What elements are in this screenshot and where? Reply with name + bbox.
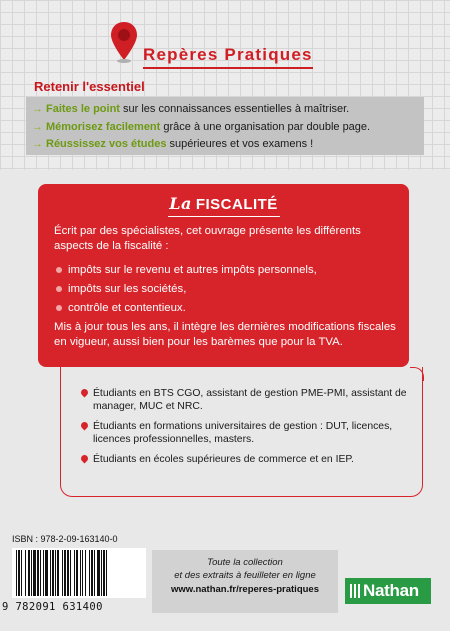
audience-item: [81, 420, 411, 446]
collection-line: Toute la collection: [207, 557, 283, 568]
map-pin-icon: [109, 20, 139, 64]
retain-item-text: grâce à une organisation par double page.: [160, 120, 371, 133]
book-title-article: La: [169, 194, 192, 213]
retain-item-text: supérieures et vos examens !: [166, 138, 314, 150]
barcode-icon: [12, 548, 146, 598]
retain-item: [32, 119, 424, 137]
drop-bullet-icon: [80, 388, 90, 398]
topic-item: [56, 280, 317, 299]
book-outro: Mis à jour tous les ans, il intègre les dernières modifications fiscales en vigueur, aussi bien pour les barèmes que pour la TVA.: [54, 321, 396, 348]
retain-item-highlight: Mémorisez facilement: [46, 120, 161, 133]
publisher-name: Nathan: [363, 581, 419, 600]
collection-line: et des extraits à feuilleter en ligne: [174, 570, 316, 581]
audience-box-corner: [410, 367, 424, 381]
bullet-icon: [56, 305, 62, 311]
book-title: [38, 194, 409, 217]
retain-item-text: sur les connaissances essentielles à maîtriser.: [119, 103, 350, 115]
topic-text: contrôle et contentieux.: [68, 302, 186, 314]
arrow-right-icon: →: [32, 138, 43, 150]
drop-bullet-icon: [80, 421, 90, 431]
arrow-right-icon: →: [32, 120, 43, 133]
series-title-text: Repères Pratiques: [143, 45, 313, 64]
topic-item: [56, 299, 317, 318]
series-title-rule: [143, 67, 313, 69]
barcode-digits: 9 782091 631400: [2, 601, 103, 613]
retain-item-highlight: Réussissez vos études: [46, 138, 167, 150]
publisher-mark-icon: [349, 582, 361, 600]
book-title-underline: [168, 216, 280, 217]
topic-text: impôts sur les sociétés,: [68, 283, 187, 295]
collection-box: [152, 550, 338, 613]
topic-item: [56, 261, 317, 280]
book-description-panel: [38, 184, 409, 367]
isbn-label: ISBN : 978-2-09-163140-0: [12, 534, 118, 544]
retain-title: Retenir l'essentiel: [34, 79, 145, 94]
book-title-main: FISCALITÉ: [195, 196, 278, 213]
bullet-icon: [56, 286, 62, 292]
audience-list: [81, 387, 411, 473]
series-title: [143, 45, 313, 65]
book-intro: Écrit par des spécialistes, cet ouvrage présente les différents aspects de la fiscalité :: [54, 225, 361, 252]
retain-item-highlight: Faites le point: [46, 103, 120, 115]
bullet-icon: [56, 267, 62, 273]
retain-item: [32, 136, 424, 154]
arrow-right-icon: →: [32, 103, 43, 115]
retain-item: [32, 101, 424, 119]
book-topics: [56, 261, 317, 318]
audience-item: [81, 387, 411, 413]
audience-text: Étudiants en formations universitaires de gestion : DUT, licences, licences professionnelles, masters.: [93, 421, 393, 445]
topic-text: impôts sur le revenu et autres impôts personnels,: [68, 264, 317, 276]
audience-item: [81, 453, 411, 466]
audience-text: Étudiants en BTS CGO, assistant de gestion PME-PMI, assistant de manager, MUC et NRC.: [93, 388, 407, 412]
audience-text: Étudiants en écoles supérieures de commerce et en IEP.: [93, 454, 354, 465]
collection-link[interactable]: www.nathan.fr/reperes-pratiques: [171, 584, 319, 595]
retain-box: [26, 97, 424, 155]
drop-bullet-icon: [80, 454, 90, 464]
audience-box: [60, 367, 423, 497]
publisher-logo: [345, 578, 431, 604]
